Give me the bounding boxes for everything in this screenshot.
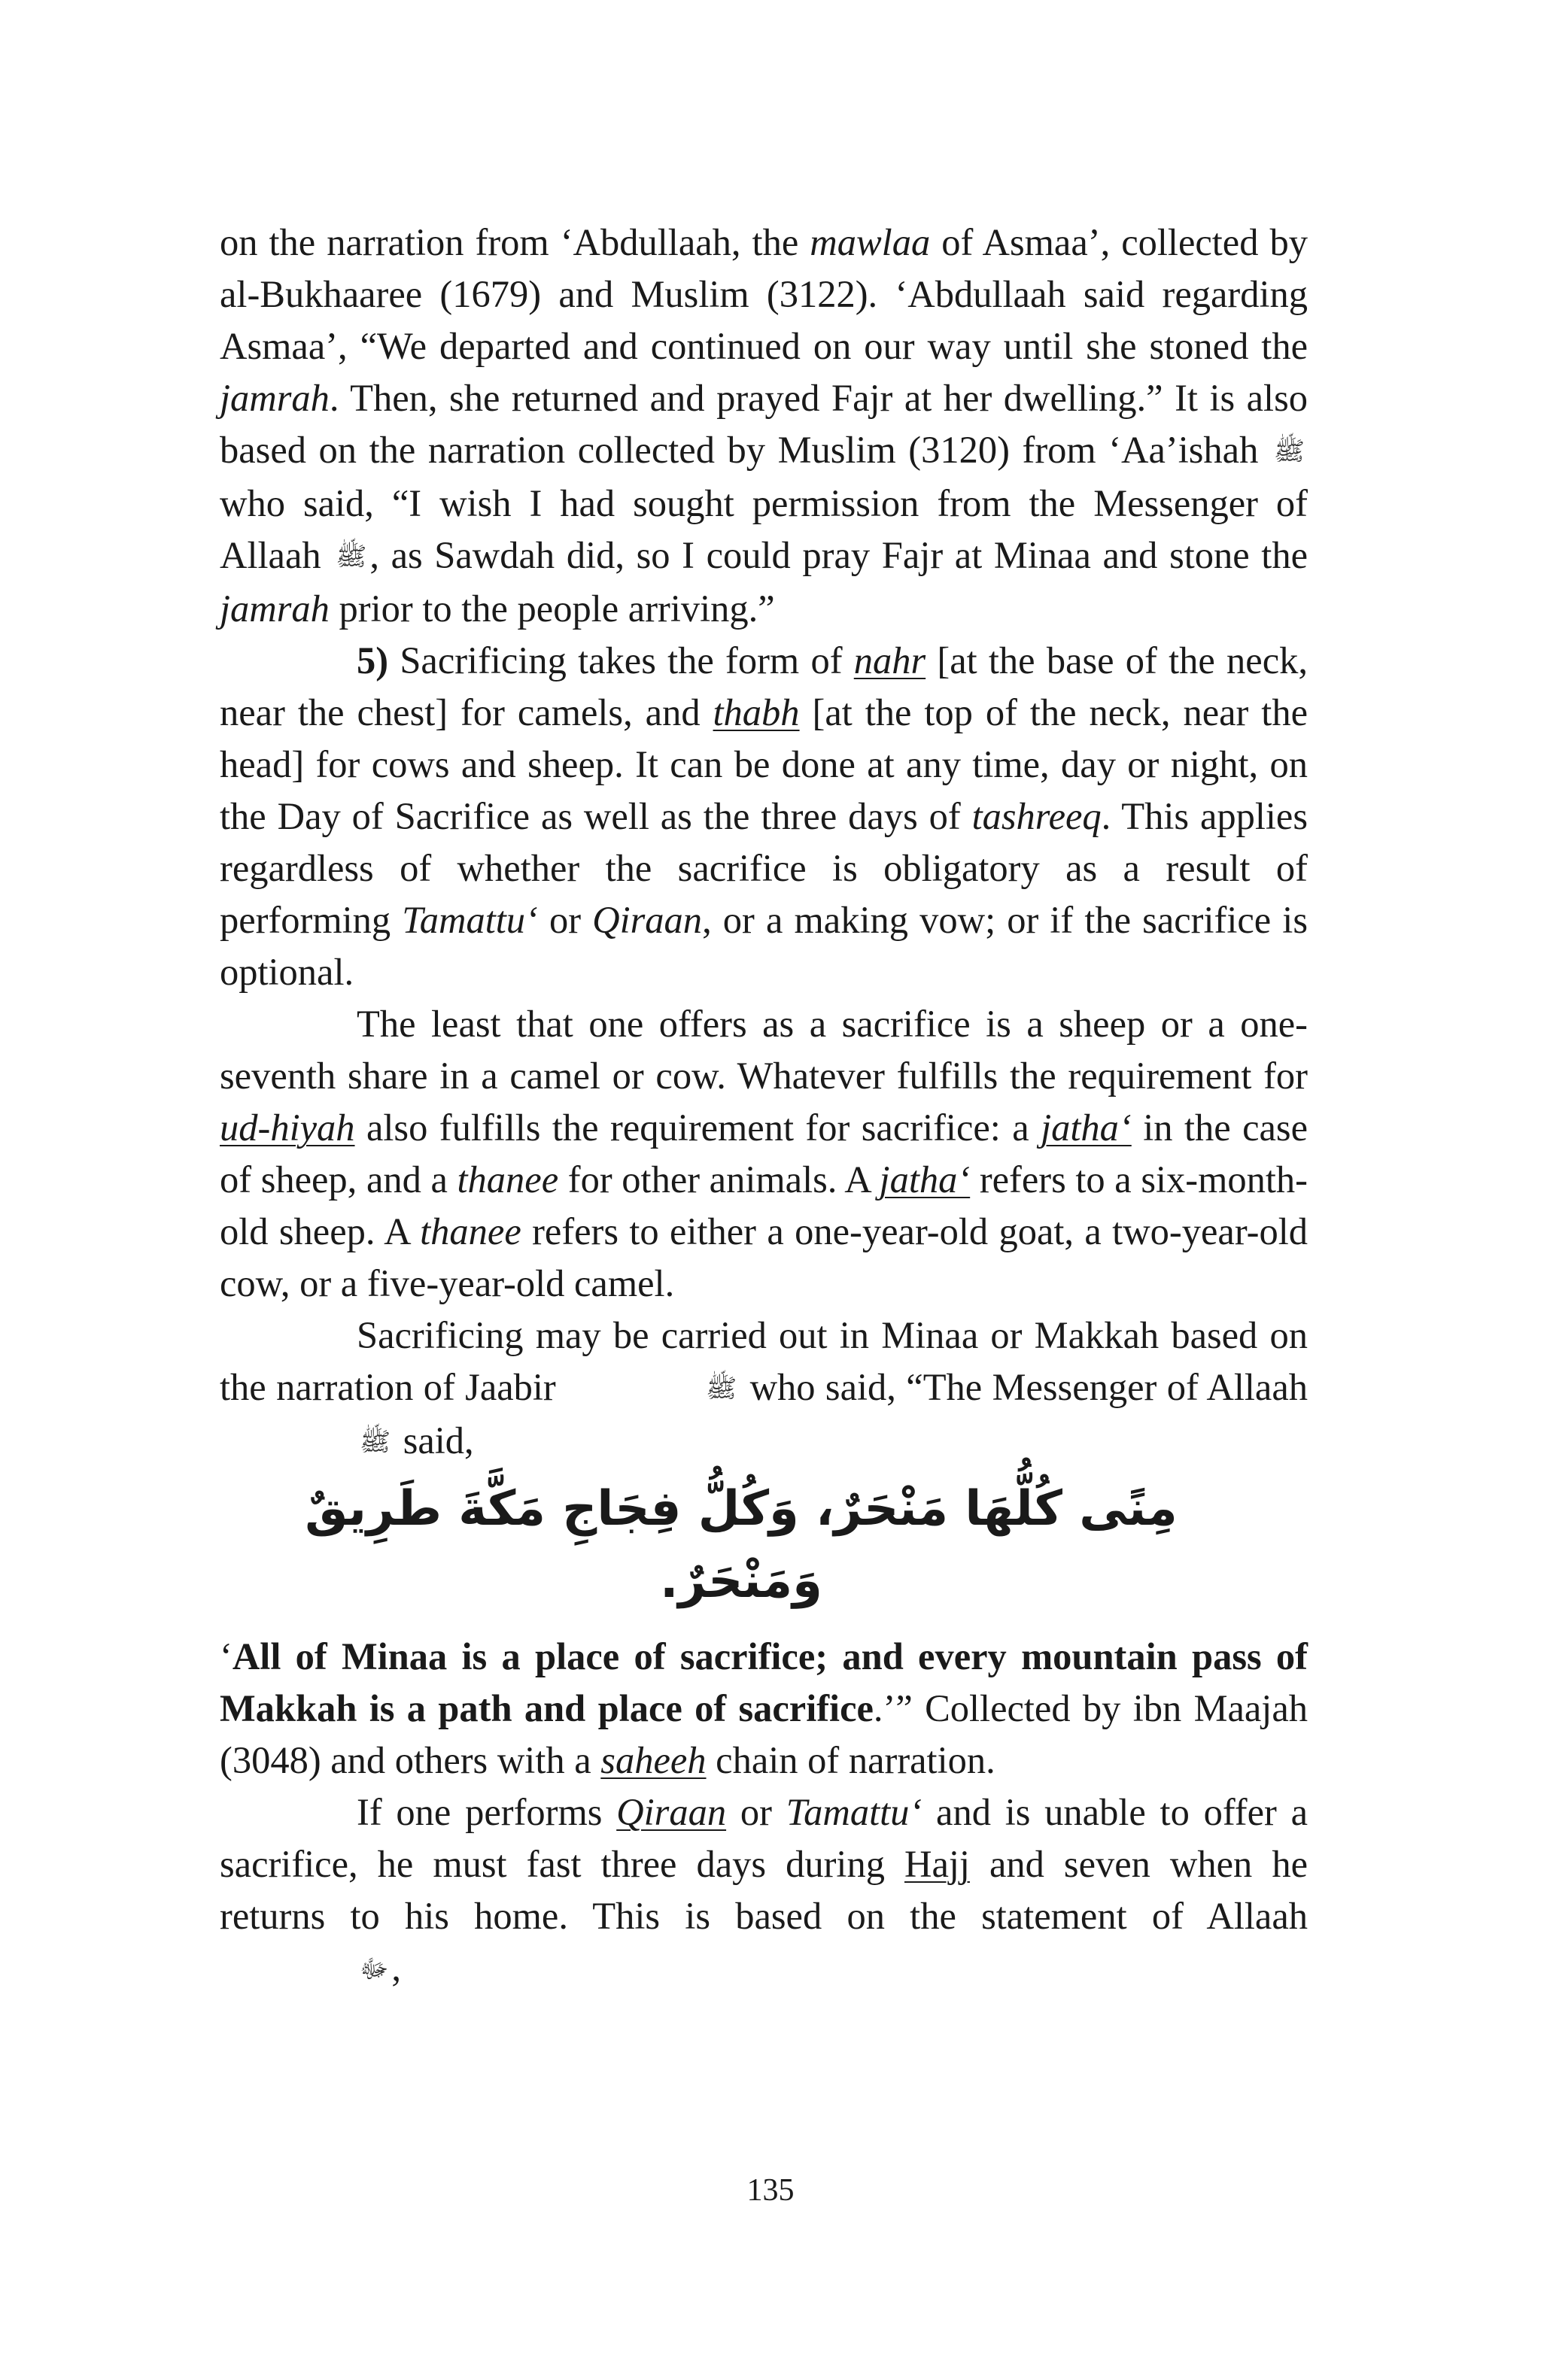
term-tamattu: Tamattu‘ — [786, 1791, 922, 1833]
text: Sacrificing takes the form of — [388, 639, 854, 682]
term-tamattu: Tamattu‘ — [402, 899, 538, 941]
text: also fulfills the requirement for sacrifice: a — [354, 1107, 1041, 1149]
term-thanee: thanee — [420, 1210, 521, 1252]
page-body — [220, 217, 1308, 1996]
text: ‘ — [220, 1635, 233, 1677]
text: chain of narration. — [706, 1739, 995, 1781]
text: .’” — [873, 1687, 913, 1729]
honorific-glyph-icon: ﷻ — [360, 1954, 389, 1984]
point-number: 5) — [357, 639, 389, 682]
term-hajj: Hajj — [904, 1843, 970, 1885]
term-tashreeq: tashreeq — [971, 795, 1102, 837]
term-mawlaa: mawlaa — [810, 221, 931, 263]
honorific-glyph-icon: ﷺ — [336, 542, 367, 572]
text: Sacrificing may be carried out in Minaa or Makkah based on the narration of Jaabir — [220, 1314, 1308, 1408]
honorific-glyph-icon: ﷺ — [706, 1374, 737, 1404]
term-saheeh: saheeh — [600, 1739, 707, 1781]
text: for other animals. A — [558, 1158, 880, 1201]
text: who said, “I wish I had sought permission from the Messenger of Allaah — [220, 482, 1308, 576]
text: . Then, she returned and prayed Fajr at her dwelling.” It is also based on the narration collected by Muslim (3120) from ‘Aa’ishah — [220, 377, 1308, 471]
text: and seven when he returns to his home. This is based on the statement of Allaah — [220, 1843, 1308, 1937]
page-number: 135 — [746, 2173, 795, 2208]
arabic-hadith-text: مِنًى كُلُّهَا مَنْحَرٌ، وَكُلُّ فِجَاجِ مَكَّةَ طَرِيقٌ وَمَنْحَرٌ. — [305, 1481, 1178, 1609]
text: said, — [394, 1419, 474, 1462]
honorific-glyph-icon: ﷺ — [1273, 436, 1305, 466]
paragraph-sacrifice-form — [220, 635, 1308, 998]
term-jatha: jatha‘ — [1041, 1107, 1132, 1149]
term-udhiyah: ud-hiyah — [220, 1107, 355, 1149]
text: If one performs — [357, 1791, 617, 1833]
text: refers to either a one-year-old goat, a two-year-old cow, or a five-year-old camel. — [220, 1210, 1308, 1304]
text: on the narration from ‘Abdullaah, the — [220, 221, 810, 263]
term-thanee: thanee — [457, 1158, 559, 1201]
paragraph-location — [220, 1310, 1308, 1468]
text: and is unable to offer a sacrifice, he must fast three days during — [220, 1791, 1308, 1885]
text: in the case of sheep, and a — [220, 1107, 1308, 1201]
text: , as Sawdah did, so I could pray Fajr at Minaa and stone the — [369, 534, 1308, 576]
text: . This applies regardless of whether the sacrifice is obligatory as a result of performing — [220, 795, 1308, 941]
paragraph-hadith-translation — [220, 1631, 1308, 1787]
text: , or a making vow; or if the sacrifice is optional. — [220, 899, 1308, 993]
text: , — [391, 1947, 402, 1989]
text: of Asmaa’, collected by al-Bukhaaree (1679) and Muslim (3122). ‘Abdullaah said regarding Asmaa’, “We departed and continued on our way until she stoned the — [220, 221, 1308, 367]
text: The least that one offers as a sacrifice is a sheep or a one-seventh share in a camel or cow. Whatever fulfills the requirement for — [220, 1003, 1308, 1097]
honorific-glyph-icon: ﷺ — [360, 1427, 391, 1457]
term-nahr: nahr — [853, 639, 926, 682]
paragraph-fasting — [220, 1787, 1308, 1996]
text: refers to a six-month-old sheep. A — [220, 1158, 1308, 1252]
text: or — [537, 899, 593, 941]
paragraph-least-offering — [220, 998, 1308, 1310]
term-thabh: thabh — [713, 691, 800, 733]
text: or — [726, 1791, 786, 1833]
text: [at the top of the neck, near the head] for cows and sheep. It can be done at any time, day or night, on the Day of Sacrifice as well as the three days of — [220, 691, 1308, 837]
text: prior to the people arriving.” — [329, 587, 775, 630]
text: Collected by ibn Maajah (3048) and others with a — [220, 1687, 1308, 1781]
term-jatha: jatha‘ — [879, 1158, 971, 1201]
hadith-translation: All of Minaa is a place of sacrifice; and every mountain pass of Makkah is a path and place of sacrifice — [220, 1635, 1308, 1729]
term-qiraan: Qiraan — [616, 1791, 727, 1833]
text: who said, “The Messenger of Allaah — [740, 1366, 1308, 1408]
term-qiraan: Qiraan — [592, 899, 703, 941]
text: [at the base of the neck, near the chest] for camels, and — [220, 639, 1308, 733]
paragraph-narration — [220, 217, 1308, 635]
term-jamrah: jamrah — [220, 587, 330, 630]
term-jamrah: jamrah — [220, 377, 330, 419]
